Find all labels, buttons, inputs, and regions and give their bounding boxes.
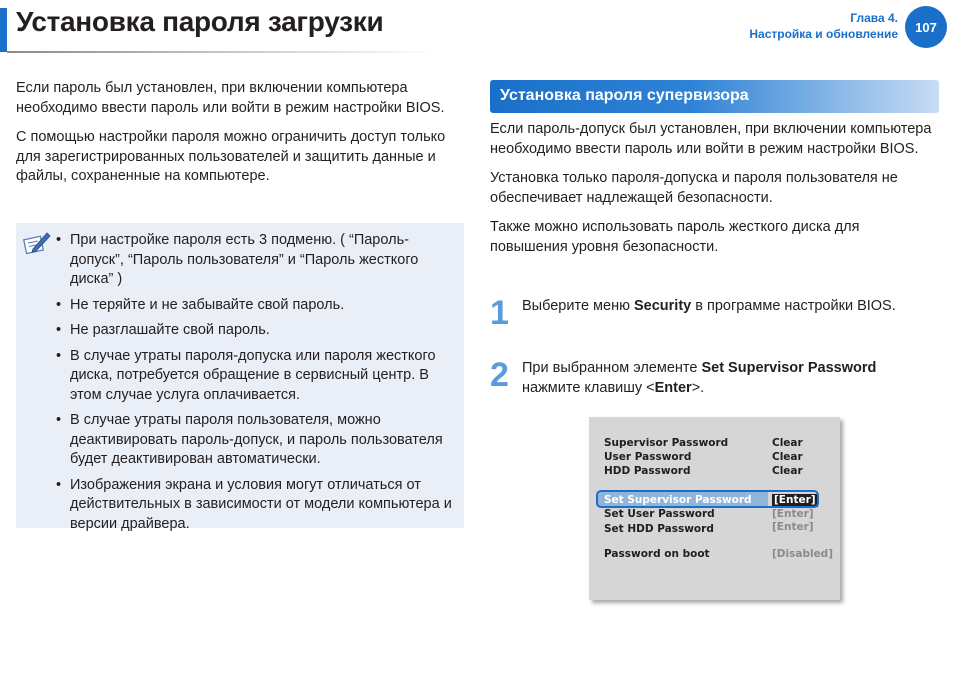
chapter-number: Глава 4. [850,11,898,25]
bios-set-hdd-enter[interactable]: [Enter] [772,521,814,533]
section-header-supervisor: Установка пароля супервизора [490,80,939,113]
note-list [54,231,456,540]
note-item: • При настройке пароля есть 3 подменю. ( “Пароль-допуск”, “Пароль пользователя” и “Пароль жесткого диска” ) [54,231,456,290]
step-2-text: При выбранном элементе Set Supervisor Password нажмите клавишу <Enter>. [522,360,877,396]
note-item: • В случае утраты пароля-допуска или пароля жесткого диска, потребуется обращение в сервисный центр. В этом случае услуга оплачивается. [54,347,456,406]
intro-paragraph-1: Если пароль был установлен, при включении компьютера необходимо ввести пароль или войти в режим настройки BIOS. [16,80,445,116]
supervisor-paragraph-3: Также можно использовать пароль жесткого диска для повышения уровня безопасности. [490,219,860,255]
enter-key-name: Enter [654,380,692,396]
step-2-number: 2 [490,356,509,394]
bios-supervisor-password-label: Supervisor Password [604,437,729,449]
supervisor-paragraph-2: Установка только пароля-допуска и пароля пользователя не обеспечивает надлежащей безопасности. [490,170,898,206]
intro-paragraph-2: С помощью настройки пароля можно ограничить доступ только для зарегистрированных пользователей и защитить данные и файлы, сохраненные на компьютере. [16,129,446,184]
bios-set-supervisor-password[interactable]: Set Supervisor Password [604,494,752,506]
security-menu-name: Security [633,298,692,314]
bios-user-password-value: Clear [772,451,803,463]
bios-password-on-boot[interactable]: Password on boot [604,548,710,560]
bios-set-user-enter[interactable]: [Enter] [772,508,814,520]
chapter-title: Настройка и обновление [749,27,898,41]
title-underline [7,51,437,53]
pencil-note-icon [22,229,52,257]
bios-supervisor-password-value: Clear [772,437,803,449]
page-title: Установка пароля загрузки [16,6,384,37]
title-accent-bar [0,8,7,52]
step-2 [490,358,930,402]
chapter-label[interactable] [749,10,898,42]
bios-set-user-password[interactable]: Set User Password [604,508,715,520]
page-number-badge: 107 [905,6,947,48]
note-item: • В случае утраты пароля пользователя, можно деактивировать пароль-допуск, и пароль пользователя будет деактивирован автоматически. [54,411,456,470]
step-1 [490,296,930,336]
note-item: • Изображения экрана и условия могут отличаться от действительных в зависимости от модели компьютера и версии драйвера. [54,476,456,535]
bios-set-hdd-password[interactable]: Set HDD Password [604,523,714,535]
note-item: • Не теряйте и не забывайте свой пароль. [54,296,456,316]
note-box [16,223,464,532]
bios-hdd-password-label: HDD Password [604,465,691,477]
bios-hdd-password-value: Clear [772,465,803,477]
bios-user-password-label: User Password [604,451,692,463]
bios-set-supervisor-enter[interactable]: [Enter] [774,494,816,506]
note-item: • Не разглашайте свой пароль. [54,321,456,341]
step-1-number: 1 [490,294,509,332]
highlight-ring [596,490,819,508]
bios-password-on-boot-value[interactable]: [Disabled] [772,548,834,560]
supervisor-text [490,120,935,267]
supervisor-paragraph-1: Если пароль-допуск был установлен, при включении компьютера необходимо ввести пароль или войти в режим настройки BIOS. [490,121,932,157]
set-supervisor-item-name: Set Supervisor Password [701,360,877,376]
step-1-text: Выберите меню Security в программе настройки BIOS. [522,298,896,314]
intro-text [16,79,461,197]
